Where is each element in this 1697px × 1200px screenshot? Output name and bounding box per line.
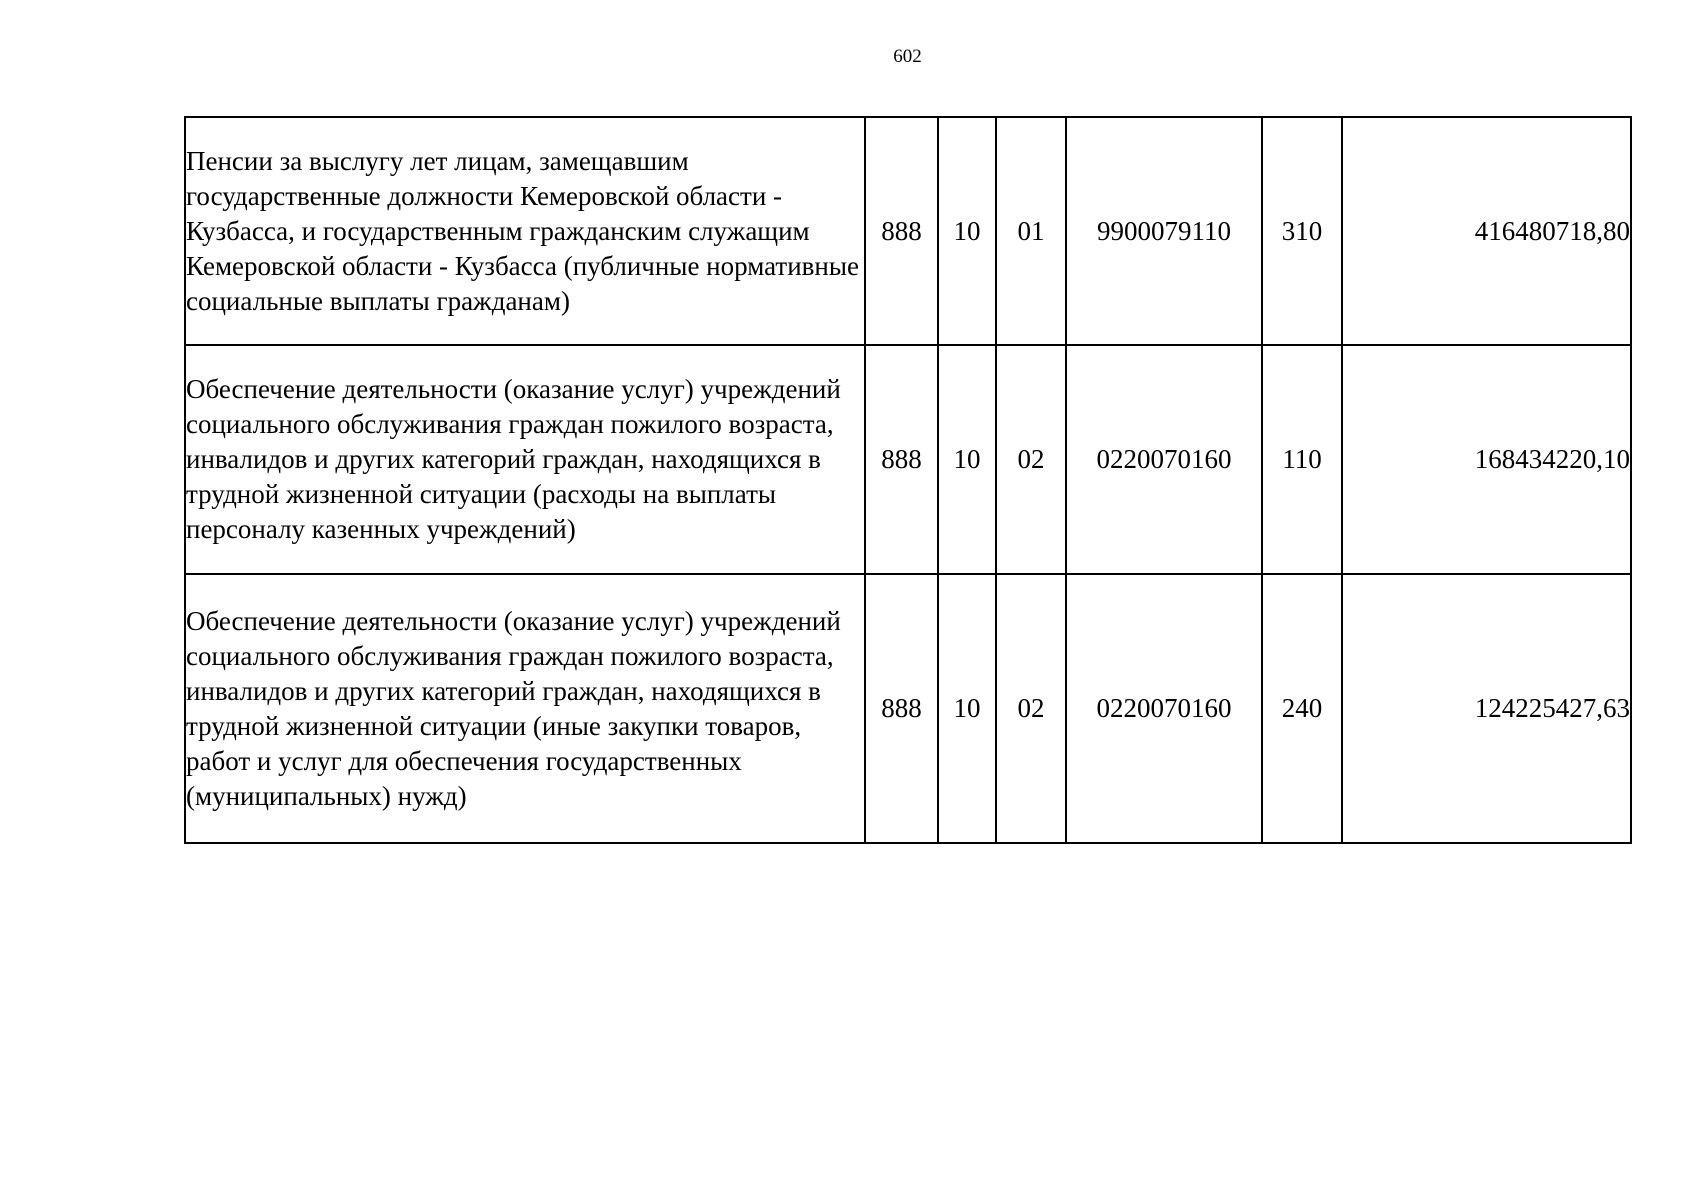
subsection-code: 01 xyxy=(996,117,1066,345)
expense-type-code: 310 xyxy=(1262,117,1342,345)
amount-value: 124225427,63 xyxy=(1342,574,1631,843)
page-number: 602 xyxy=(893,46,922,67)
target-article-code: 9900079110 xyxy=(1066,117,1262,345)
expense-description: Обеспечение деятельности (оказание услуг) учреждений социального обслуживания граждан пожилого возраста, инвалидов и других категорий граждан, находящихся в трудной жизненной ситуации (иные закупки товаров, работ и услуг для обеспечения государственных (муниципальных) нужд) xyxy=(185,574,865,843)
expense-description: Обеспечение деятельности (оказание услуг) учреждений социального обслуживания граждан пожилого возраста, инвалидов и других категорий граждан, находящихся в трудной жизненной ситуации (расходы на выплаты персоналу казенных учреждений) xyxy=(185,345,865,574)
ministry-code: 888 xyxy=(865,117,938,345)
table-row xyxy=(185,345,1631,574)
target-article-code: 0220070160 xyxy=(1066,345,1262,574)
table-row xyxy=(185,574,1631,843)
section-code: 10 xyxy=(938,345,996,574)
amount-value: 168434220,10 xyxy=(1342,345,1631,574)
section-code: 10 xyxy=(938,574,996,843)
ministry-code: 888 xyxy=(865,574,938,843)
expense-type-code: 240 xyxy=(1262,574,1342,843)
ministry-code: 888 xyxy=(865,345,938,574)
section-code: 10 xyxy=(938,117,996,345)
amount-value: 416480718,80 xyxy=(1342,117,1631,345)
subsection-code: 02 xyxy=(996,574,1066,843)
table-row xyxy=(185,117,1631,345)
subsection-code: 02 xyxy=(996,345,1066,574)
budget-table xyxy=(184,116,1632,844)
target-article-code: 0220070160 xyxy=(1066,574,1262,843)
expense-description: Пенсии за выслугу лет лицам, замещавшим государственные должности Кемеровской области - Кузбасса, и государственным гражданским служащим Кемеровской области - Кузбасса (публичные нормативные социальные выплаты гражданам) xyxy=(185,117,865,345)
expense-type-code: 110 xyxy=(1262,345,1342,574)
